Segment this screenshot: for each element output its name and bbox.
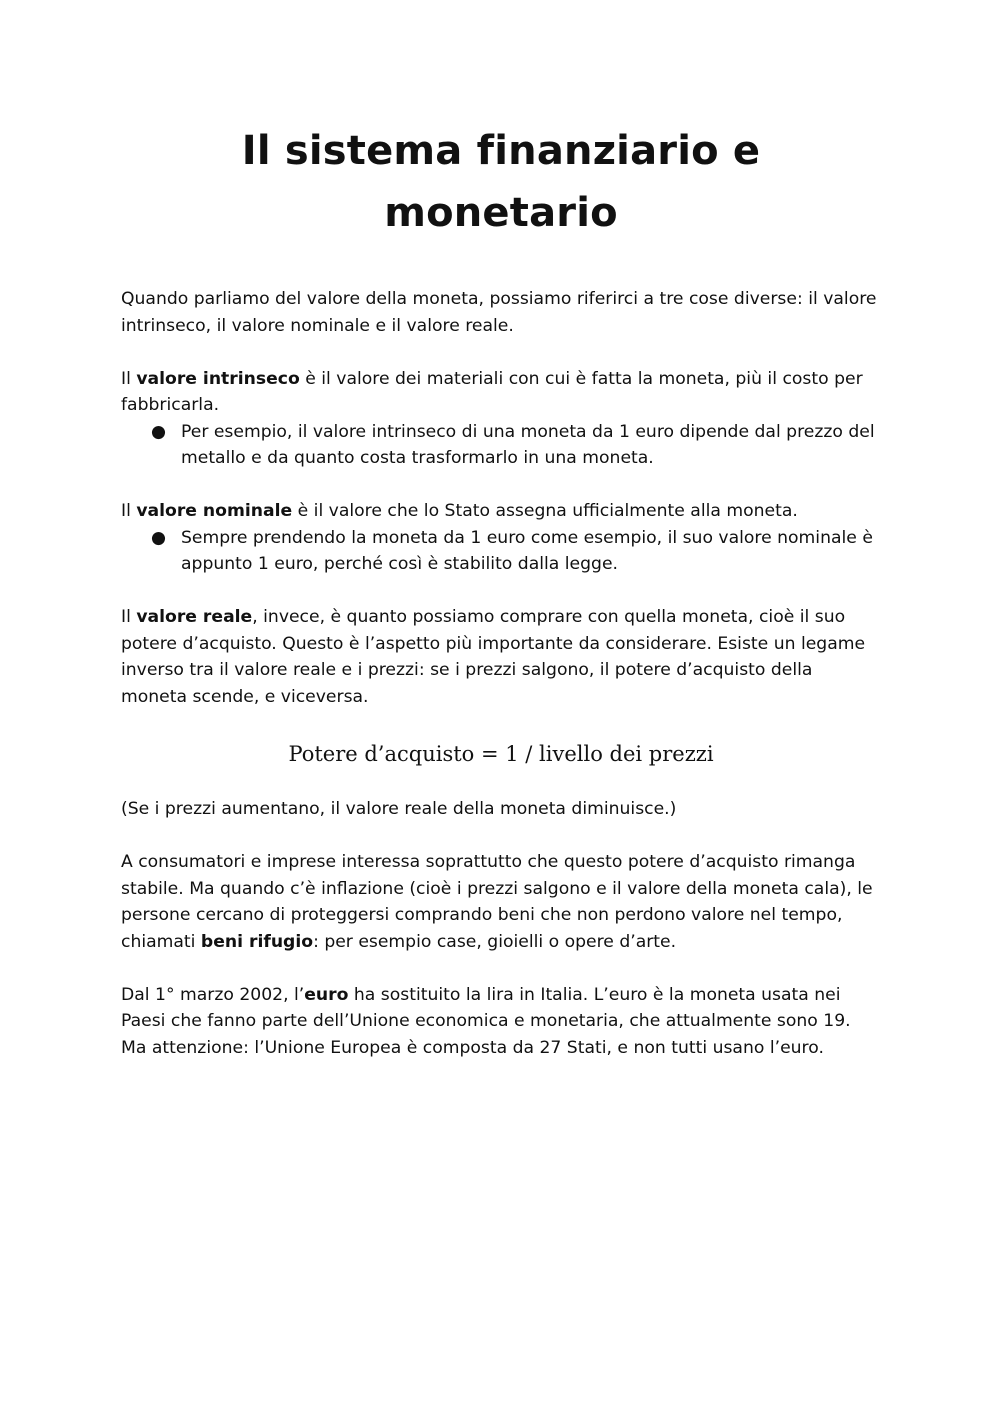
intrinseco-text: è il valore dei materiali con cui è fatta la moneta, più il costo per fabbricarla. (121, 368, 863, 415)
page-title-line-1: Il sistema finanziario e (241, 128, 761, 174)
nominale-example: Sempre prendendo la moneta da 1 euro come esempio, il suo valore nominale è appunto 1 euro, perché così è stabilito dalla legge. (181, 527, 873, 574)
nominale-prefix: Il (121, 501, 137, 521)
reale-term: valore reale (136, 607, 253, 627)
euro-paragraph (121, 982, 881, 1062)
nominale-text: è il valore che lo Stato assegna ufficialmente alla moneta. (292, 501, 798, 521)
nominale-list (121, 525, 881, 578)
bullet-icon: ● (151, 527, 166, 548)
beni-rifugio-paragraph (121, 849, 881, 955)
euro-text-after: ha sostituito la lira in Italia. L’euro è la moneta usata nei Paesi che fanno parte dell’Unione economica e monetaria, che attualmente sono 19. Ma attenzione: l’Unione Europea è composta da 27 Stati, e non tutti usano l’euro. (121, 984, 851, 1058)
document-page (121, 120, 881, 1061)
beni-rifugio-text-before: A consumatori e imprese interessa soprattutto che questo potere d’acquisto rimanga stabile. Ma quando c’è inflazione (cioè i prezzi salgono e il valore della moneta cala), le persone cercano di proteggersi comprando beni che non perdono valore nel tempo, chiamati (121, 852, 873, 952)
beni-rifugio-term: beni rifugio (200, 931, 314, 952)
reale-paragraph (121, 604, 881, 710)
euro-text-before: Dal 1° marzo 2002, l’ (121, 984, 305, 1005)
intro-paragraph: Quando parliamo del valore della moneta, possiamo riferirci a tre cose diverse: il valore intrinseco, il valore nominale e il valore reale. (121, 289, 877, 336)
reale-prefix: Il (121, 607, 137, 627)
page-title-line-2: monetario (384, 190, 618, 236)
intrinseco-example: Per esempio, il valore intrinseco di una moneta da 1 euro dipende dal prezzo del metallo e da quanto costa trasformarlo in una moneta. (181, 421, 875, 468)
bullet-icon: ● (151, 421, 166, 442)
page-title (121, 120, 881, 244)
intrinseco-prefix: Il (121, 368, 137, 389)
euro-term: euro (304, 984, 349, 1005)
intrinseco-list (121, 419, 881, 472)
beni-rifugio-text-after: : per esempio case, gioielli o opere d’arte. (313, 931, 677, 952)
intrinseco-paragraph (121, 366, 881, 419)
list-item (121, 525, 881, 578)
nominale-paragraph (121, 498, 881, 525)
reale-text: , invece, è quanto possiamo comprare con quella moneta, cioè il suo potere d’acquisto. Questo è l’aspetto più importante da considerare. Esiste un legame inverso tra il valore reale e i prezzi: se i prezzi salgono, il potere d’acquisto della moneta scende, e viceversa. (121, 607, 866, 707)
nominale-term: valore nominale (136, 501, 293, 521)
intrinseco-term: valore intrinseco (136, 368, 300, 389)
note-paragraph: (Se i prezzi aumentano, il valore reale della moneta diminuisce.) (121, 799, 677, 819)
list-item (121, 419, 881, 472)
formula: Potere d’acquisto = 1 / livello dei prezzi (288, 742, 714, 766)
